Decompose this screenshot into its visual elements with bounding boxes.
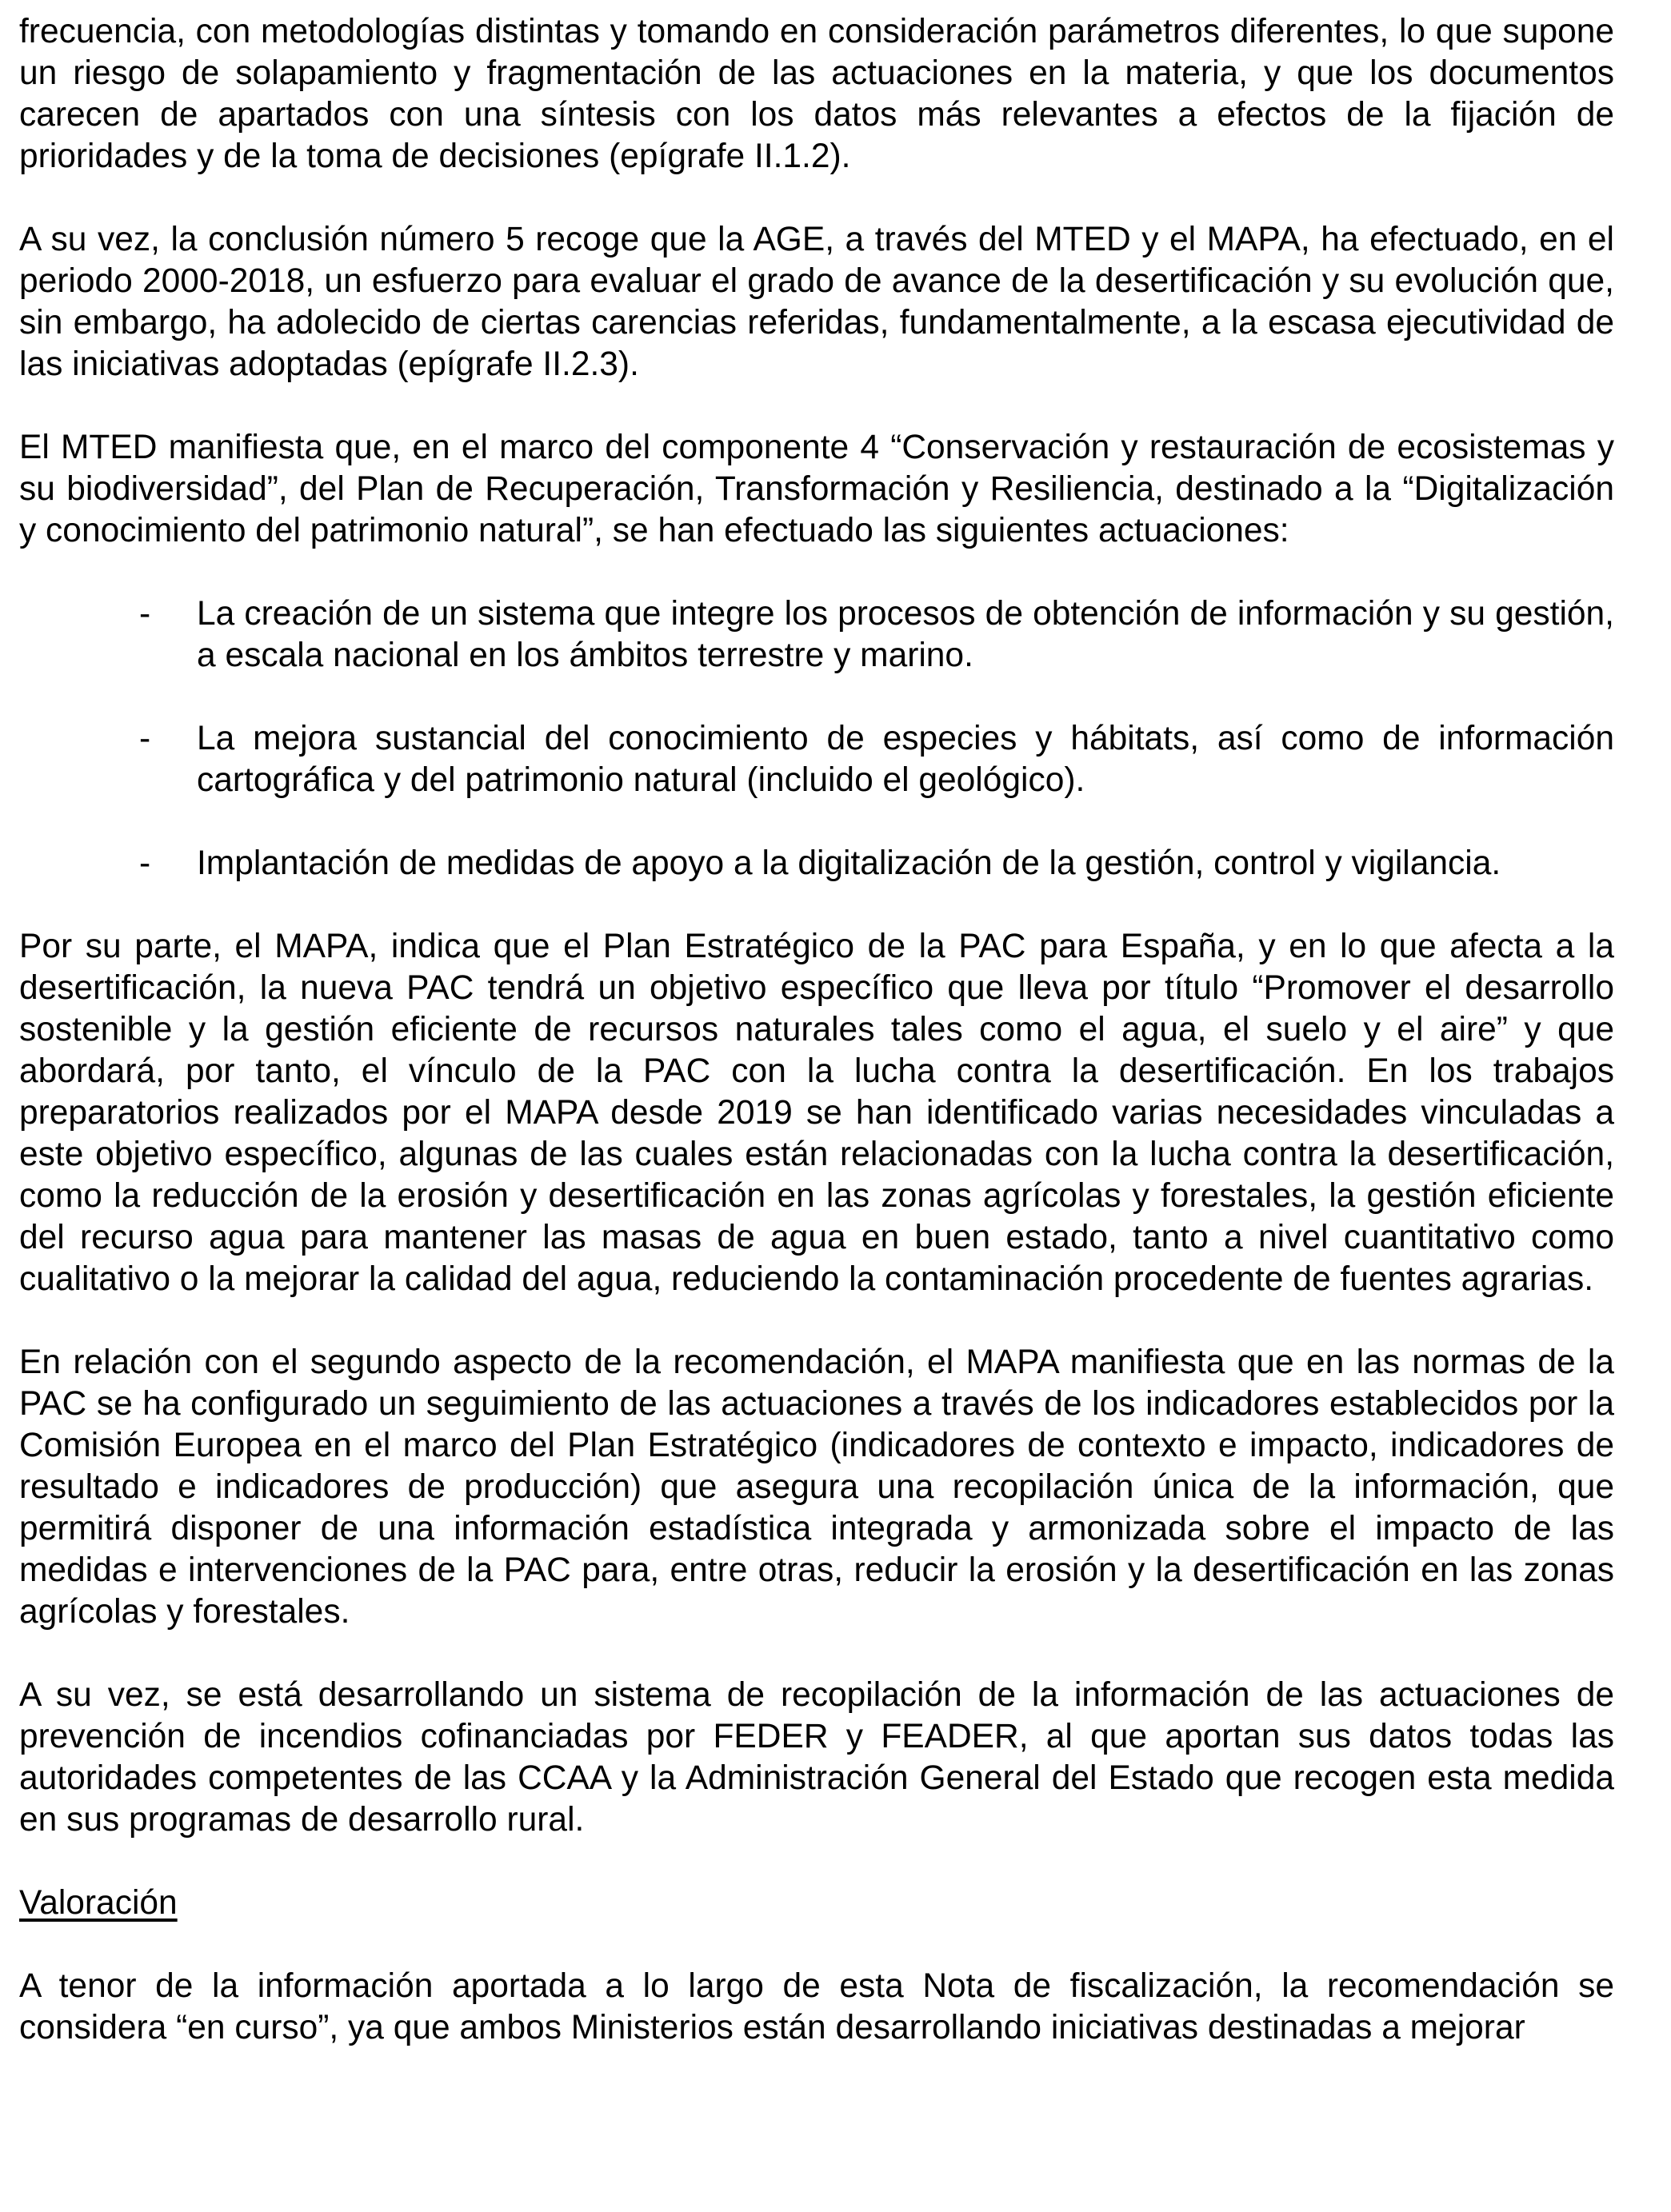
list-item-text: Implantación de medidas de apoyo a la digitalización de la gestión, control y vigilancia. [197, 844, 1501, 882]
actuaciones-list [19, 593, 1614, 884]
list-item [19, 718, 1614, 801]
list-item [19, 593, 1614, 677]
paragraph-valoracion: A tenor de la información aportada a lo largo de esta Nota de fiscalización, la recomendación se considera “en curso”, ya que ambos Ministerios están desarrollando iniciativas destinadas a mejorar [19, 1967, 1614, 2046]
list-item [19, 843, 1614, 884]
dash-marker: - [139, 595, 151, 633]
list-item-text: La mejora sustancial del conocimiento de especies y hábitats, así como de información cartográfica y del patrimonio natural (incluido el geológico). [197, 720, 1614, 799]
dash-marker: - [139, 720, 151, 757]
paragraph-mted: El MTED manifiesta que, en el marco del componente 4 “Conservación y restauración de ecosistemas y su biodiversidad”, del Plan de Recuperación, Transformación y Resiliencia, destinado a la “Digitalización y conocimiento del patrimonio natural”, se han efectuado las siguientes actuaciones: [19, 429, 1614, 549]
paragraph-segundo-aspecto: En relación con el segundo aspecto de la recomendación, el MAPA manifiesta que en las normas de la PAC se ha configurado un seguimiento de las actuaciones a través de los indicadores establecidos por la Comisión Europea en el marco del Plan Estratégico (indicadores de contexto e impacto, indicadores de resultado e indicadores de producción) que asegura una recopilación única de la información, que permitirá disponer de una información estadística integrada y armonizada sobre el impacto de las medidas e intervenciones de la PAC para, entre otras, reducir la erosión y la desertificación en las zonas agrícolas y forestales. [19, 1344, 1614, 1631]
section-heading-valoracion: Valoración [19, 1884, 178, 1922]
document-page [19, 11, 1614, 2090]
paragraph-conclusion-5: A su vez, la conclusión número 5 recoge que la AGE, a través del MTED y el MAPA, ha efectuado, en el periodo 2000-2018, un esfuerzo para evaluar el grado de avance de la desertificación y su evolución que, sin embargo, ha adolecido de ciertas carencias referidas, fundamentalmente, a la escasa ejecutividad de las iniciativas adoptadas (epígrafe II.2.3). [19, 221, 1614, 383]
paragraph-frecuencia: frecuencia, con metodologías distintas y tomando en consideración parámetros diferentes, lo que supone un riesgo de solapamiento y fragmentación de las actuaciones en la materia, y que los documentos carecen de apartados con una síntesis con los datos más relevantes a efectos de la fijación de prioridades y de la toma de decisiones (epígrafe II.1.2). [19, 13, 1614, 175]
paragraph-mapa-pac: Por su parte, el MAPA, indica que el Plan Estratégico de la PAC para España, y en lo que afecta a la desertificación, la nueva PAC tendrá un objetivo específico que lleva por título “Promover el desarrollo sostenible y la gestión eficiente de recursos naturales tales como el agua, el suelo y el aire” y que abordará, por tanto, el vínculo de la PAC con la lucha contra la desertificación. En los trabajos preparatorios realizados por el MAPA desde 2019 se han identificado varias necesidades vinculadas a este objetivo específico, algunas de las cuales están relacionadas con la lucha contra la desertificación, como la reducción de la erosión y desertificación en las zonas agrícolas y forestales, la gestión eficiente del recurso agua para mantener las masas de agua en buen estado, tanto a nivel cuantitativo como cualitativo o la mejorar la calidad del agua, reduciendo la contaminación procedente de fuentes agrarias. [19, 928, 1614, 1298]
list-item-text: La creación de un sistema que integre los procesos de obtención de información y su gestión, a escala nacional en los ámbitos terrestre y marino. [197, 595, 1614, 674]
dash-marker: - [139, 844, 151, 882]
paragraph-incendios: A su vez, se está desarrollando un sistema de recopilación de la información de las actuaciones de prevención de incendios cofinanciadas por FEDER y FEADER, al que aportan sus datos todas las autoridades competentes de las CCAA y la Administración General del Estado que recogen esta medida en sus programas de desarrollo rural. [19, 1676, 1614, 1839]
